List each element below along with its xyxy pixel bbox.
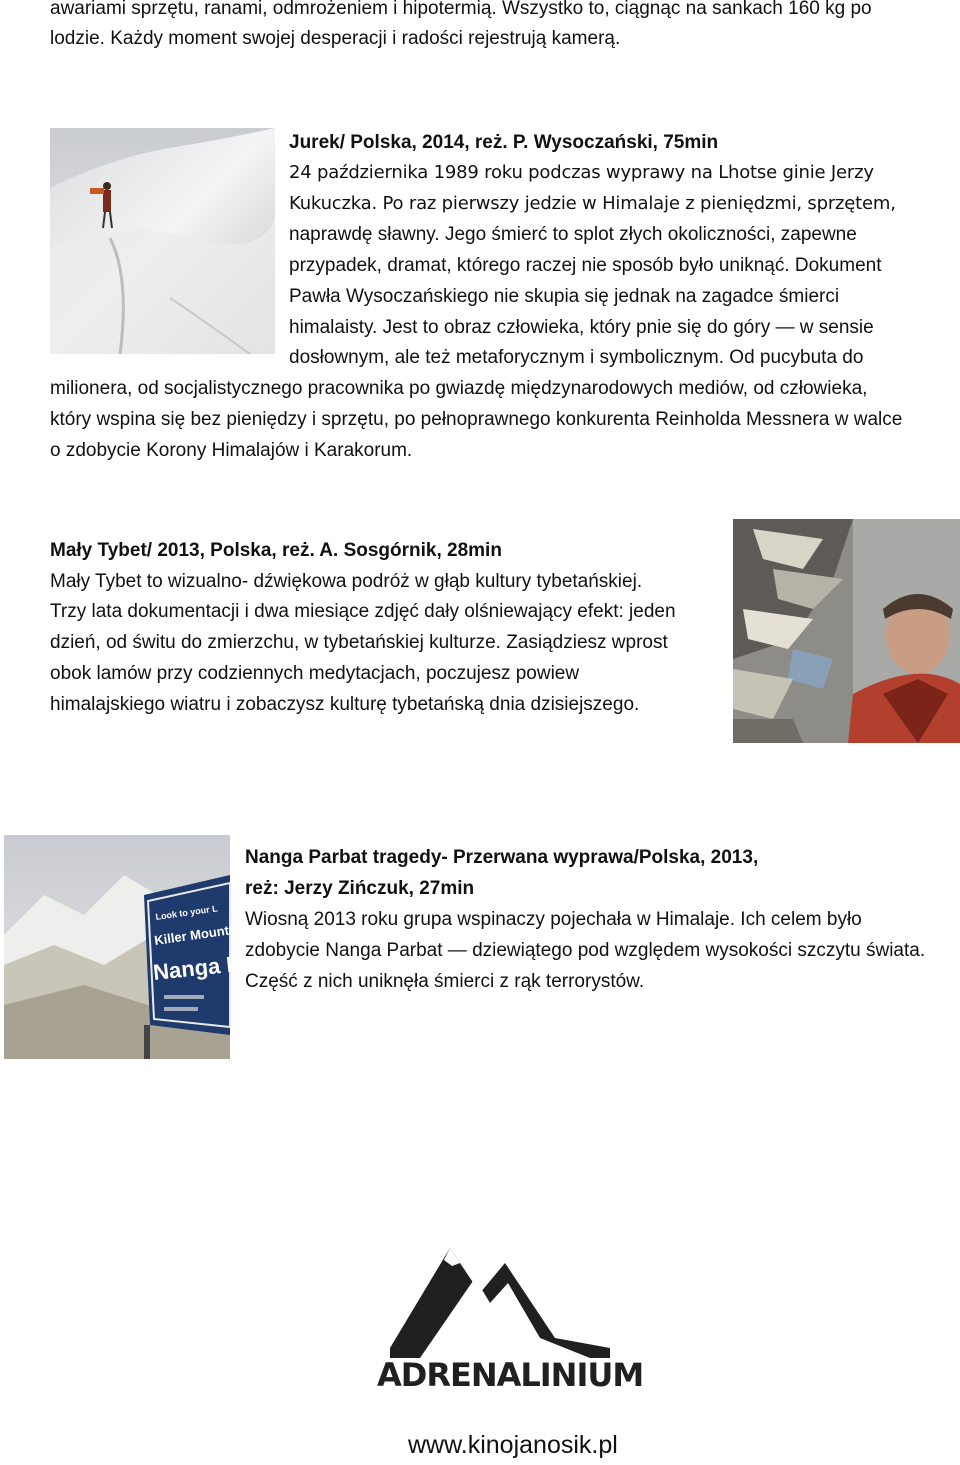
film-description-line: zdobycie Nanga Parbat — dziewiątego pod względem wysokości szczytu świata. (245, 940, 926, 961)
film-description-line: przypadek, dramat, którego raczej nie sposób było uniknąć. Dokument (289, 255, 882, 276)
photo-climber-snow (50, 128, 275, 354)
film-description-line: naprawdę sławny. Jego śmierć to splot złych okoliczności, zapewne (289, 224, 857, 245)
film-description-line: himalajskiego wiatru i zobaczysz kulturę tybetańską dnia dzisiejszego. (50, 694, 640, 715)
film-title: Nanga Parbat tragedy- Przerwana wyprawa/Polska, 2013, (245, 847, 759, 868)
film-description-line: Część z nich uniknęła śmierci z rąk terrorystów. (245, 971, 645, 992)
film-title: Mały Tybet/ 2013, Polska, reż. A. Sosgórnik, 28min (50, 540, 502, 561)
film-description-line: o zdobycie Korony Himalajów i Karakorum. (50, 440, 413, 461)
film-title: Jurek/ Polska, 2014, reż. P. Wysoczański, 75min (289, 132, 719, 153)
film-description-line: Mały Tybet to wizualno- dźwiękowa podróż w głąb kultury tybetańskiej. (50, 571, 643, 592)
sign-text: Look to your L (154, 903, 219, 922)
film-description-line: Trzy lata dokumentacji i dwa miesiące zdjęć dały olśniewający efekt: jeden (50, 601, 676, 622)
film-description-line: dosłownym, ale też metaforycznym i symbolicznym. Od pucybuta do (289, 347, 864, 368)
intro-line: lodzie. Każdy moment swojej desperacji i radości rejestrują kamerą. (50, 28, 621, 49)
film-description-line: Wiosną 2013 roku grupa wspinaczy pojechała w Himalaje. Ich celem było (245, 909, 862, 930)
film-description-line: 24 października 1989 roku podczas wyprawy na Lhotse ginie Jerzy (289, 162, 874, 183)
film-description-line: Pawła Wysoczańskiego nie skupia się jednak na zagadce śmierci (289, 286, 840, 307)
logo-wordmark: ADRENALINIUM (377, 1356, 644, 1394)
film-title: reż: Jerzy Zińczuk, 27min (245, 878, 475, 899)
adrenalinium-logo (377, 1208, 644, 1408)
film-description-line: Kukuczka. Po raz pierwszy jedzie w Himalaje z pieniędzmi, sprzętem, (289, 193, 896, 214)
photo-nanga-parbat-sign (4, 835, 263, 1059)
film-description-line: który wspina się bez pieniędzy i sprzętu, po pełnoprawnego konkurenta Reinholda Messnera w walce (50, 409, 903, 430)
sign-text: Killer Mounta (153, 921, 237, 948)
sign-text: Nanga Par (151, 948, 263, 985)
film-description-line: obok lamów przy codziennych medytacjach, poczujesz powiew (50, 663, 580, 684)
film-description-line: milionera, od socjalistycznego pracownika po gwiazdę międzynarodowych mediów, od człowieka, (50, 378, 868, 399)
film-description-line: dzień, od świtu do zmierzchu, w tybetańskiej kulturze. Zasiądziesz wprost (50, 632, 668, 653)
website-url[interactable]: www.kinojanosik.pl (408, 1431, 618, 1459)
film-description-line: himalaisty. Jest to obraz człowieka, który pnie się do góry — w sensie (289, 317, 874, 338)
photo-man-prayer-flags (733, 519, 960, 743)
intro-line: awariami sprzętu, ranami, odmrożeniem i hipotermią. Wszystko to, ciągnąc na sankach 160 kg po (50, 0, 872, 19)
